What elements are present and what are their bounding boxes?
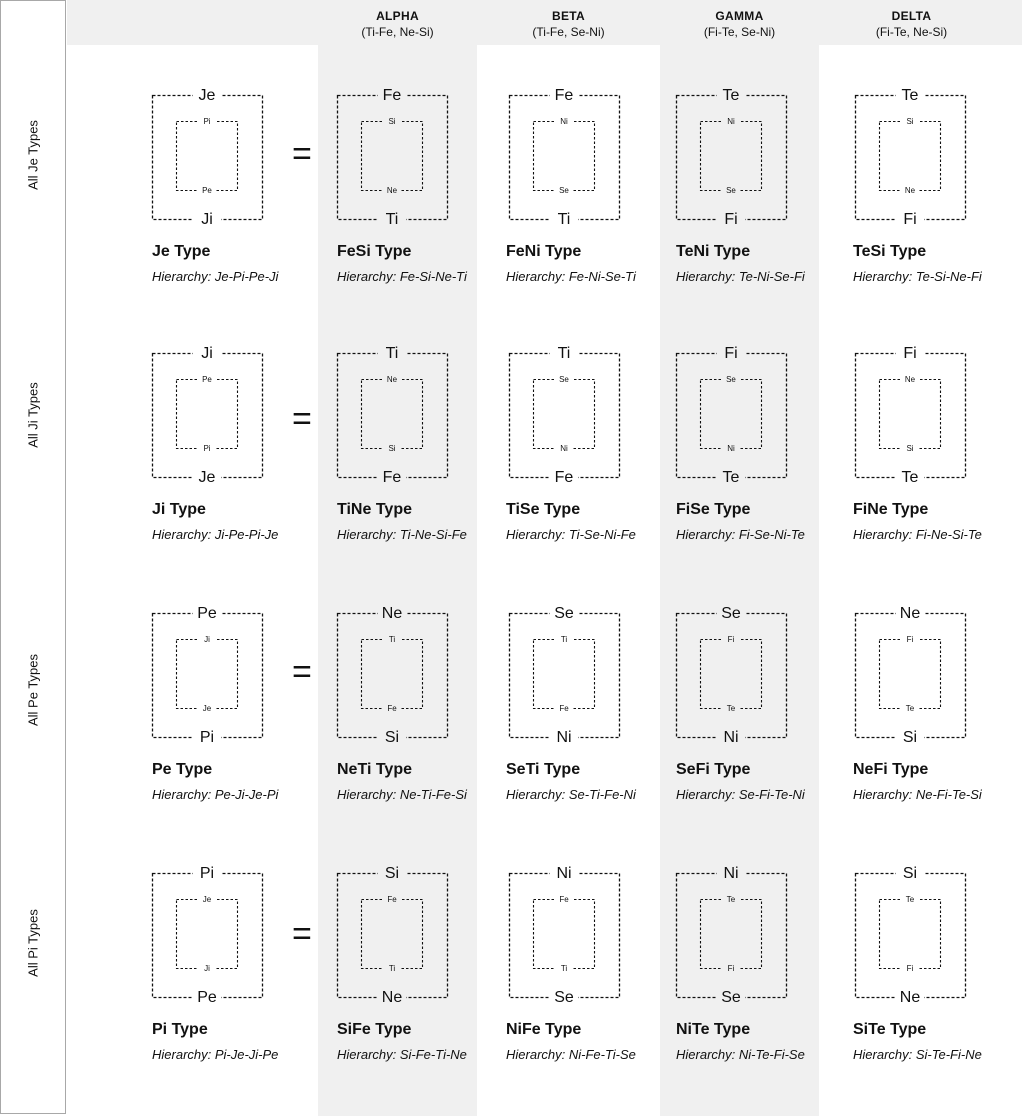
outer-box (153, 354, 263, 478)
inner-bottom-function: Si (388, 444, 396, 454)
outer-bottom-function: Te (901, 469, 919, 487)
type-cell (676, 87, 846, 317)
type-cell (152, 605, 322, 835)
nested-box-diagram (509, 605, 639, 755)
type-cell (337, 345, 507, 575)
inner-box (177, 900, 238, 969)
hierarchy-text: Hierarchy: Si-Fe-Ti-Ne (337, 1047, 467, 1062)
outer-box (510, 96, 620, 220)
inner-box (880, 900, 941, 969)
outer-box (856, 874, 966, 998)
nested-box-diagram (152, 87, 282, 237)
outer-bottom-function: Ti (385, 211, 399, 229)
column-header-alpha (318, 9, 477, 39)
outer-box (338, 96, 448, 220)
type-name: TeSi Type (853, 243, 927, 260)
type-cell (337, 865, 507, 1095)
inner-bottom-function: Ne (904, 186, 916, 196)
outer-box (677, 96, 787, 220)
inner-box (701, 122, 762, 191)
type-cell (853, 865, 1022, 1095)
outer-top-function: Te (722, 87, 740, 105)
outer-box (856, 96, 966, 220)
type-cell (676, 865, 846, 1095)
outer-box (856, 614, 966, 738)
inner-box (880, 640, 941, 709)
outer-box (510, 874, 620, 998)
outer-box (677, 614, 787, 738)
outer-bottom-function: Se (554, 989, 574, 1007)
nested-box-diagram (509, 865, 639, 1015)
hierarchy-text: Hierarchy: Fe-Si-Ne-Ti (337, 269, 467, 284)
outer-box (338, 874, 448, 998)
outer-bottom-function: Si (902, 729, 918, 747)
type-name: TiSe Type (506, 501, 581, 518)
outer-top-function: Ne (381, 605, 403, 623)
type-cell (152, 865, 322, 1095)
inner-bottom-function: Fi (906, 964, 914, 974)
outer-top-function: Fi (724, 345, 738, 363)
hierarchy-text: Hierarchy: Se-Fi-Te-Ni (676, 787, 805, 802)
nested-box-diagram (337, 87, 467, 237)
outer-box (153, 614, 263, 738)
inner-box (534, 640, 595, 709)
type-name: NiTe Type (676, 1021, 751, 1038)
column-header-beta (489, 9, 648, 39)
nested-box-diagram (337, 345, 467, 495)
outer-bottom-function: Te (722, 469, 740, 487)
inner-box (177, 640, 238, 709)
inner-bottom-function: Ji (204, 964, 210, 974)
outer-bottom-function: Se (721, 989, 741, 1007)
inner-top-function: Te (905, 895, 915, 905)
type-cell (337, 605, 507, 835)
nested-box-diagram (855, 87, 985, 237)
inner-box (880, 380, 941, 449)
outer-top-function: Pi (199, 865, 215, 883)
inner-top-function: Pe (202, 375, 212, 385)
nested-box-diagram (152, 865, 282, 1015)
outer-box (338, 614, 448, 738)
inner-top-function: Ti (560, 635, 568, 645)
outer-top-function: Si (902, 865, 918, 883)
hierarchy-text: Hierarchy: Fi-Se-Ni-Te (676, 527, 805, 542)
inner-bottom-function: Se (559, 186, 569, 196)
inner-box (362, 122, 423, 191)
inner-top-function: Si (906, 117, 914, 127)
outer-top-function: Fe (382, 87, 402, 105)
nested-box-diagram (337, 605, 467, 755)
outer-top-function: Je (198, 87, 216, 105)
inner-top-function: Pi (203, 117, 211, 127)
outer-top-function: Ni (723, 865, 739, 883)
equals-sign: = (292, 653, 312, 691)
outer-top-function: Se (554, 605, 574, 623)
inner-top-function: Ni (727, 117, 735, 127)
outer-top-function: Ti (557, 345, 571, 363)
inner-top-function: Ni (560, 117, 568, 127)
type-cell (506, 87, 676, 317)
inner-top-function: Ti (388, 635, 396, 645)
outer-bottom-function: Pi (199, 729, 215, 747)
outer-box (856, 354, 966, 478)
outer-top-function: Ji (201, 345, 213, 363)
hierarchy-text: Hierarchy: Fi-Ne-Si-Te (853, 527, 982, 542)
type-name: SiFe Type (337, 1021, 412, 1038)
inner-bottom-function: Te (726, 704, 736, 714)
outer-bottom-function: Pe (197, 989, 217, 1007)
outer-bottom-function: Fi (724, 211, 738, 229)
hierarchy-text: Hierarchy: Pe-Ji-Je-Pi (152, 787, 279, 802)
outer-bottom-function: Fe (382, 469, 402, 487)
hierarchy-text: Hierarchy: Ne-Fi-Te-Si (853, 787, 982, 802)
inner-bottom-function: Pe (202, 186, 212, 196)
inner-top-function: Ji (204, 635, 210, 645)
hierarchy-text: Hierarchy: Ji-Pe-Pi-Je (152, 527, 279, 542)
inner-box (362, 640, 423, 709)
type-name: FeNi Type (506, 243, 582, 260)
inner-box (177, 380, 238, 449)
outer-bottom-function: Ji (201, 211, 213, 229)
inner-bottom-function: Ti (388, 964, 396, 974)
outer-top-function: Si (384, 865, 400, 883)
nested-box-diagram (152, 605, 282, 755)
inner-box (880, 122, 941, 191)
outer-box (153, 96, 263, 220)
type-cell (337, 87, 507, 317)
column-subtitle: (Ti-Fe, Ne-Si) (361, 25, 434, 39)
type-cell (506, 345, 676, 575)
inner-bottom-function: Ne (386, 186, 398, 196)
inner-top-function: Te (726, 895, 736, 905)
nested-box-diagram (509, 87, 639, 237)
hierarchy-text: Hierarchy: Te-Ni-Se-Fi (676, 269, 805, 284)
outer-top-function: Ti (385, 345, 399, 363)
inner-bottom-function: Ti (560, 964, 568, 974)
type-cell (152, 345, 322, 575)
type-name: FeSi Type (337, 243, 412, 260)
type-name: SeFi Type (676, 761, 751, 778)
type-name: TiNe Type (337, 501, 412, 518)
type-cell (853, 87, 1022, 317)
outer-box (510, 354, 620, 478)
nested-box-diagram (676, 87, 806, 237)
type-name: SiTe Type (853, 1021, 927, 1038)
outer-box (677, 354, 787, 478)
inner-box (362, 900, 423, 969)
inner-box (701, 640, 762, 709)
type-name: Ji Type (152, 501, 206, 518)
outer-top-function: Te (901, 87, 919, 105)
inner-bottom-function: Pi (203, 444, 211, 454)
outer-top-function: Fi (903, 345, 917, 363)
type-cell (676, 605, 846, 835)
hierarchy-text: Hierarchy: Pi-Je-Ji-Pe (152, 1047, 279, 1062)
type-name: Pe Type (152, 761, 213, 778)
inner-bottom-function: Se (726, 186, 736, 196)
column-header-delta (832, 9, 991, 39)
outer-box (677, 874, 787, 998)
hierarchy-text: Hierarchy: Ne-Ti-Fe-Si (337, 787, 467, 802)
type-name: TeNi Type (676, 243, 751, 260)
outer-bottom-function: Ne (899, 989, 921, 1007)
column-subtitle: (Ti-Fe, Se-Ni) (532, 25, 605, 39)
type-cell (506, 865, 676, 1095)
nested-box-diagram (855, 605, 985, 755)
inner-top-function: Je (202, 895, 212, 905)
row-label: All Je Types (25, 120, 41, 190)
hierarchy-text: Hierarchy: Ti-Se-Ni-Fe (506, 527, 636, 542)
type-name: Pi Type (152, 1021, 208, 1038)
nested-box-diagram (676, 605, 806, 755)
equals-sign: = (292, 135, 312, 173)
hierarchy-text: Hierarchy: Je-Pi-Pe-Ji (152, 269, 279, 284)
nested-box-diagram (676, 865, 806, 1015)
hierarchy-text: Hierarchy: Se-Ti-Fe-Ni (506, 787, 636, 802)
inner-bottom-function: Si (906, 444, 914, 454)
row-label: All Pe Types (25, 653, 41, 727)
nested-box-diagram (855, 865, 985, 1015)
inner-bottom-function: Fi (727, 964, 735, 974)
outer-bottom-function: Ne (381, 989, 403, 1007)
type-name: SeTi Type (506, 761, 581, 778)
outer-box (510, 614, 620, 738)
row-label: All Pi Types (25, 909, 41, 977)
inner-top-function: Fi (906, 635, 914, 645)
outer-bottom-function: Ti (557, 211, 571, 229)
inner-box (701, 380, 762, 449)
column-name: DELTA (891, 9, 932, 23)
inner-bottom-function: Ni (727, 444, 735, 454)
outer-top-function: Fe (554, 87, 574, 105)
inner-bottom-function: Ni (560, 444, 568, 454)
nested-box-diagram (509, 345, 639, 495)
inner-bottom-function: Te (905, 704, 915, 714)
inner-box (534, 122, 595, 191)
row-label: All Ji Types (25, 382, 41, 448)
inner-top-function: Fi (727, 635, 735, 645)
type-name: FiSe Type (676, 501, 751, 518)
inner-box (362, 380, 423, 449)
outer-top-function: Ni (556, 865, 572, 883)
inner-box (701, 900, 762, 969)
inner-box (534, 900, 595, 969)
outer-bottom-function: Je (198, 469, 216, 487)
nested-box-diagram (152, 345, 282, 495)
hierarchy-text: Hierarchy: Si-Te-Fi-Ne (853, 1047, 982, 1062)
inner-top-function: Ne (386, 375, 398, 385)
hierarchy-text: Hierarchy: Te-Si-Ne-Fi (853, 269, 982, 284)
type-cell (506, 605, 676, 835)
outer-bottom-function: Ni (556, 729, 572, 747)
type-name: FiNe Type (853, 501, 929, 518)
type-cell (676, 345, 846, 575)
inner-top-function: Si (388, 117, 396, 127)
column-subtitle: (Fi-Te, Se-Ni) (703, 25, 776, 39)
inner-bottom-function: Fe (387, 704, 397, 714)
hierarchy-text: Hierarchy: Fe-Ni-Se-Ti (506, 269, 636, 284)
nested-box-diagram (676, 345, 806, 495)
outer-top-function: Se (721, 605, 741, 623)
type-name: NeFi Type (853, 761, 929, 778)
inner-box (177, 122, 238, 191)
inner-top-function: Fe (387, 895, 397, 905)
column-header-gamma (660, 9, 819, 39)
column-name: GAMMA (715, 9, 764, 23)
outer-box (338, 354, 448, 478)
inner-top-function: Ne (904, 375, 916, 385)
inner-top-function: Fe (559, 895, 569, 905)
hierarchy-text: Hierarchy: Ti-Ne-Si-Fe (337, 527, 467, 542)
inner-top-function: Se (559, 375, 569, 385)
column-name: BETA (552, 9, 585, 23)
hierarchy-text: Hierarchy: Ni-Fe-Ti-Se (506, 1047, 636, 1062)
type-cell (853, 345, 1022, 575)
type-name: NeTi Type (337, 761, 412, 778)
column-name: ALPHA (376, 9, 419, 23)
nested-box-diagram (855, 345, 985, 495)
equals-sign: = (292, 915, 312, 953)
inner-bottom-function: Fe (559, 704, 569, 714)
outer-top-function: Ne (899, 605, 921, 623)
type-cell (853, 605, 1022, 835)
nested-box-diagram (337, 865, 467, 1015)
hierarchy-text: Hierarchy: Ni-Te-Fi-Se (676, 1047, 805, 1062)
outer-bottom-function: Fi (903, 211, 917, 229)
column-subtitle: (Fi-Te, Ne-Si) (875, 25, 948, 39)
inner-box (534, 380, 595, 449)
outer-bottom-function: Fe (554, 469, 574, 487)
type-name: NiFe Type (506, 1021, 582, 1038)
type-name: Je Type (152, 243, 211, 260)
outer-box (153, 874, 263, 998)
inner-top-function: Se (726, 375, 736, 385)
inner-bottom-function: Je (202, 704, 212, 714)
equals-sign: = (292, 400, 312, 438)
outer-bottom-function: Si (384, 729, 400, 747)
type-cell (152, 87, 322, 317)
outer-top-function: Pe (197, 605, 217, 623)
outer-bottom-function: Ni (723, 729, 739, 747)
